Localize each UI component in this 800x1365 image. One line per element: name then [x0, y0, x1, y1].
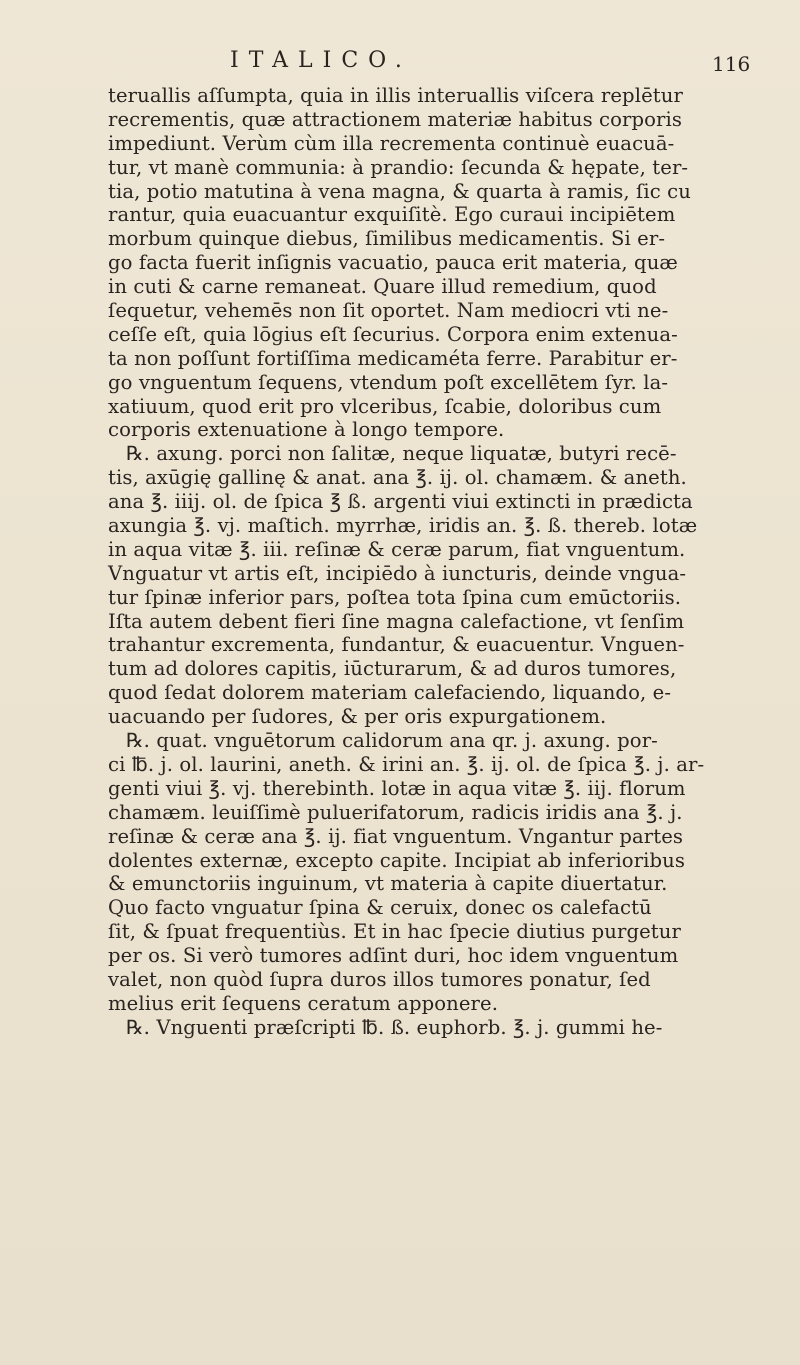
text-line: tum ad dolores capitis, iūcturarum, & ad duros tumores,	[108, 657, 677, 681]
text-line: ℞. quat. vnguētorum calidorum ana qr. j. axung. por-	[126, 729, 658, 753]
page-header	[0, 44, 800, 84]
text-line: ℞. axung. porci non ſalitæ, neque liquatæ, butyri recē-	[126, 442, 677, 466]
text-line: valet, non quòd ſupra duros illos tumores ponatur, ſed	[108, 967, 651, 991]
text-line: ana ℥. iiij. ol. de ſpica ℥ ß. argenti viui extincti in prædicta	[108, 490, 693, 514]
text-line: tur, vt manè communia: à prandio: ſecunda & hępate, ter-	[108, 155, 689, 179]
text-line: trahantur excrementa, fundantur, & euacuentur. Vnguen-	[108, 633, 685, 657]
text-line: & emunctoriis inguinum, vt materia à capite diuertatur.	[108, 872, 668, 896]
text-line: go vnguentum ſequens, vtendum poſt excellētem ſyr. la-	[108, 370, 669, 394]
text-line: ſequetur, vehemēs non ſit oportet. Nam mediocri vti ne-	[108, 299, 669, 323]
text-line: Vnguatur vt artis eſt, incipiēdo à iuncturis, deinde vngua-	[108, 561, 687, 585]
text-line: go facta fuerit inſignis vacuatio, pauca erit materia, quæ	[108, 251, 678, 275]
text-line: ℞. Vnguenti præſcripti ℔. ß. euphorb. ℥. j. gummi he-	[126, 1015, 663, 1039]
text-line: corporis extenuatione à longo tempore.	[108, 418, 505, 442]
text-line: in cuti & carne remaneat. Quare illud remedium, quod	[108, 275, 657, 299]
text-line: chamæm. leuiſſimè puluerifatorum, radicis iridis ana ℥. j.	[108, 800, 683, 824]
text-line: teruallis aſſumpta, quia in illis interuallis viſcera replētur	[108, 84, 683, 107]
text-line: melius erit ſequens ceratum apponere.	[108, 991, 499, 1015]
body-text	[108, 84, 708, 1040]
text-line: morbum quinque diebus, ſimilibus medicamentis. Si er-	[108, 227, 666, 251]
text-line: reſinæ & ceræ ana ℥. ij. fiat vnguentum. Vngantur partes	[108, 824, 684, 848]
text-line: uacuando per ſudores, & per oris expurgationem.	[108, 705, 607, 729]
text-line: ci ℔. j. ol. laurini, aneth. & irini an. ℥. ij. ol. de ſpica ℥. j. ar-	[108, 752, 705, 776]
text-line: in aqua vitæ ℥. iii. reſinæ & ceræ parum, fiat vnguentum.	[108, 537, 686, 561]
text-line: impediunt. Verùm cùm illa recrementa continuè euacuā-	[108, 131, 675, 155]
text-line: recrementis, quæ attractionem materiæ habitus corporis	[108, 107, 683, 131]
text-line: genti viui ℥. vj. therebinth. lotæ in aqua vitæ ℥. iij. florum	[108, 776, 686, 800]
text-line: tur ſpinæ inferior pars, poſtea tota ſpina cum emūctoriis.	[108, 585, 682, 609]
page-number: 116	[712, 52, 751, 76]
text-line: quod ſedat dolorem materiam calefaciendo, liquando, e-	[108, 681, 672, 705]
text-line: per os. Si verò tumores adſint duri, hoc idem vnguentum	[108, 944, 679, 968]
text-line: ta non poſſunt fortiſſima medicaméta ferre. Parabitur er-	[108, 346, 678, 370]
text-line: xatiuum, quod erit pro vlceribus, ſcabie, doloribus cum	[108, 394, 662, 418]
text-line: ſit, & ſpuat frequentiùs. Et in hac ſpecie diutius purgetur	[108, 920, 681, 944]
text-line: axungia ℥. vj. maſtich. myrrhæ, iridis an. ℥. ß. thereb. lotæ	[108, 514, 698, 538]
text-line: tis, axūgię gallinę & anat. ana ℥. ij. ol. chamæm. & aneth.	[108, 466, 687, 490]
text-line: Quo facto vnguatur ſpina & ceruix, donec os calefactū	[108, 896, 652, 920]
text-line: ceſſe eſt, quia lōgius eſt ſecurius. Corpora enim extenua-	[108, 322, 678, 346]
text-line: Iſta autem debent fieri ſine magna calefactione, vt ſenſim	[108, 609, 685, 633]
text-line: tia, potio matutina à vena magna, & quarta à ramis, ſic cu	[108, 179, 691, 203]
text-line: rantur, quia euacuantur exquiſitè. Ego curaui incipiētem	[108, 203, 676, 227]
text-line: dolentes externæ, excepto capite. Incipiat ab inferioribus	[108, 848, 686, 872]
running-head: ITALICO.	[230, 48, 412, 73]
